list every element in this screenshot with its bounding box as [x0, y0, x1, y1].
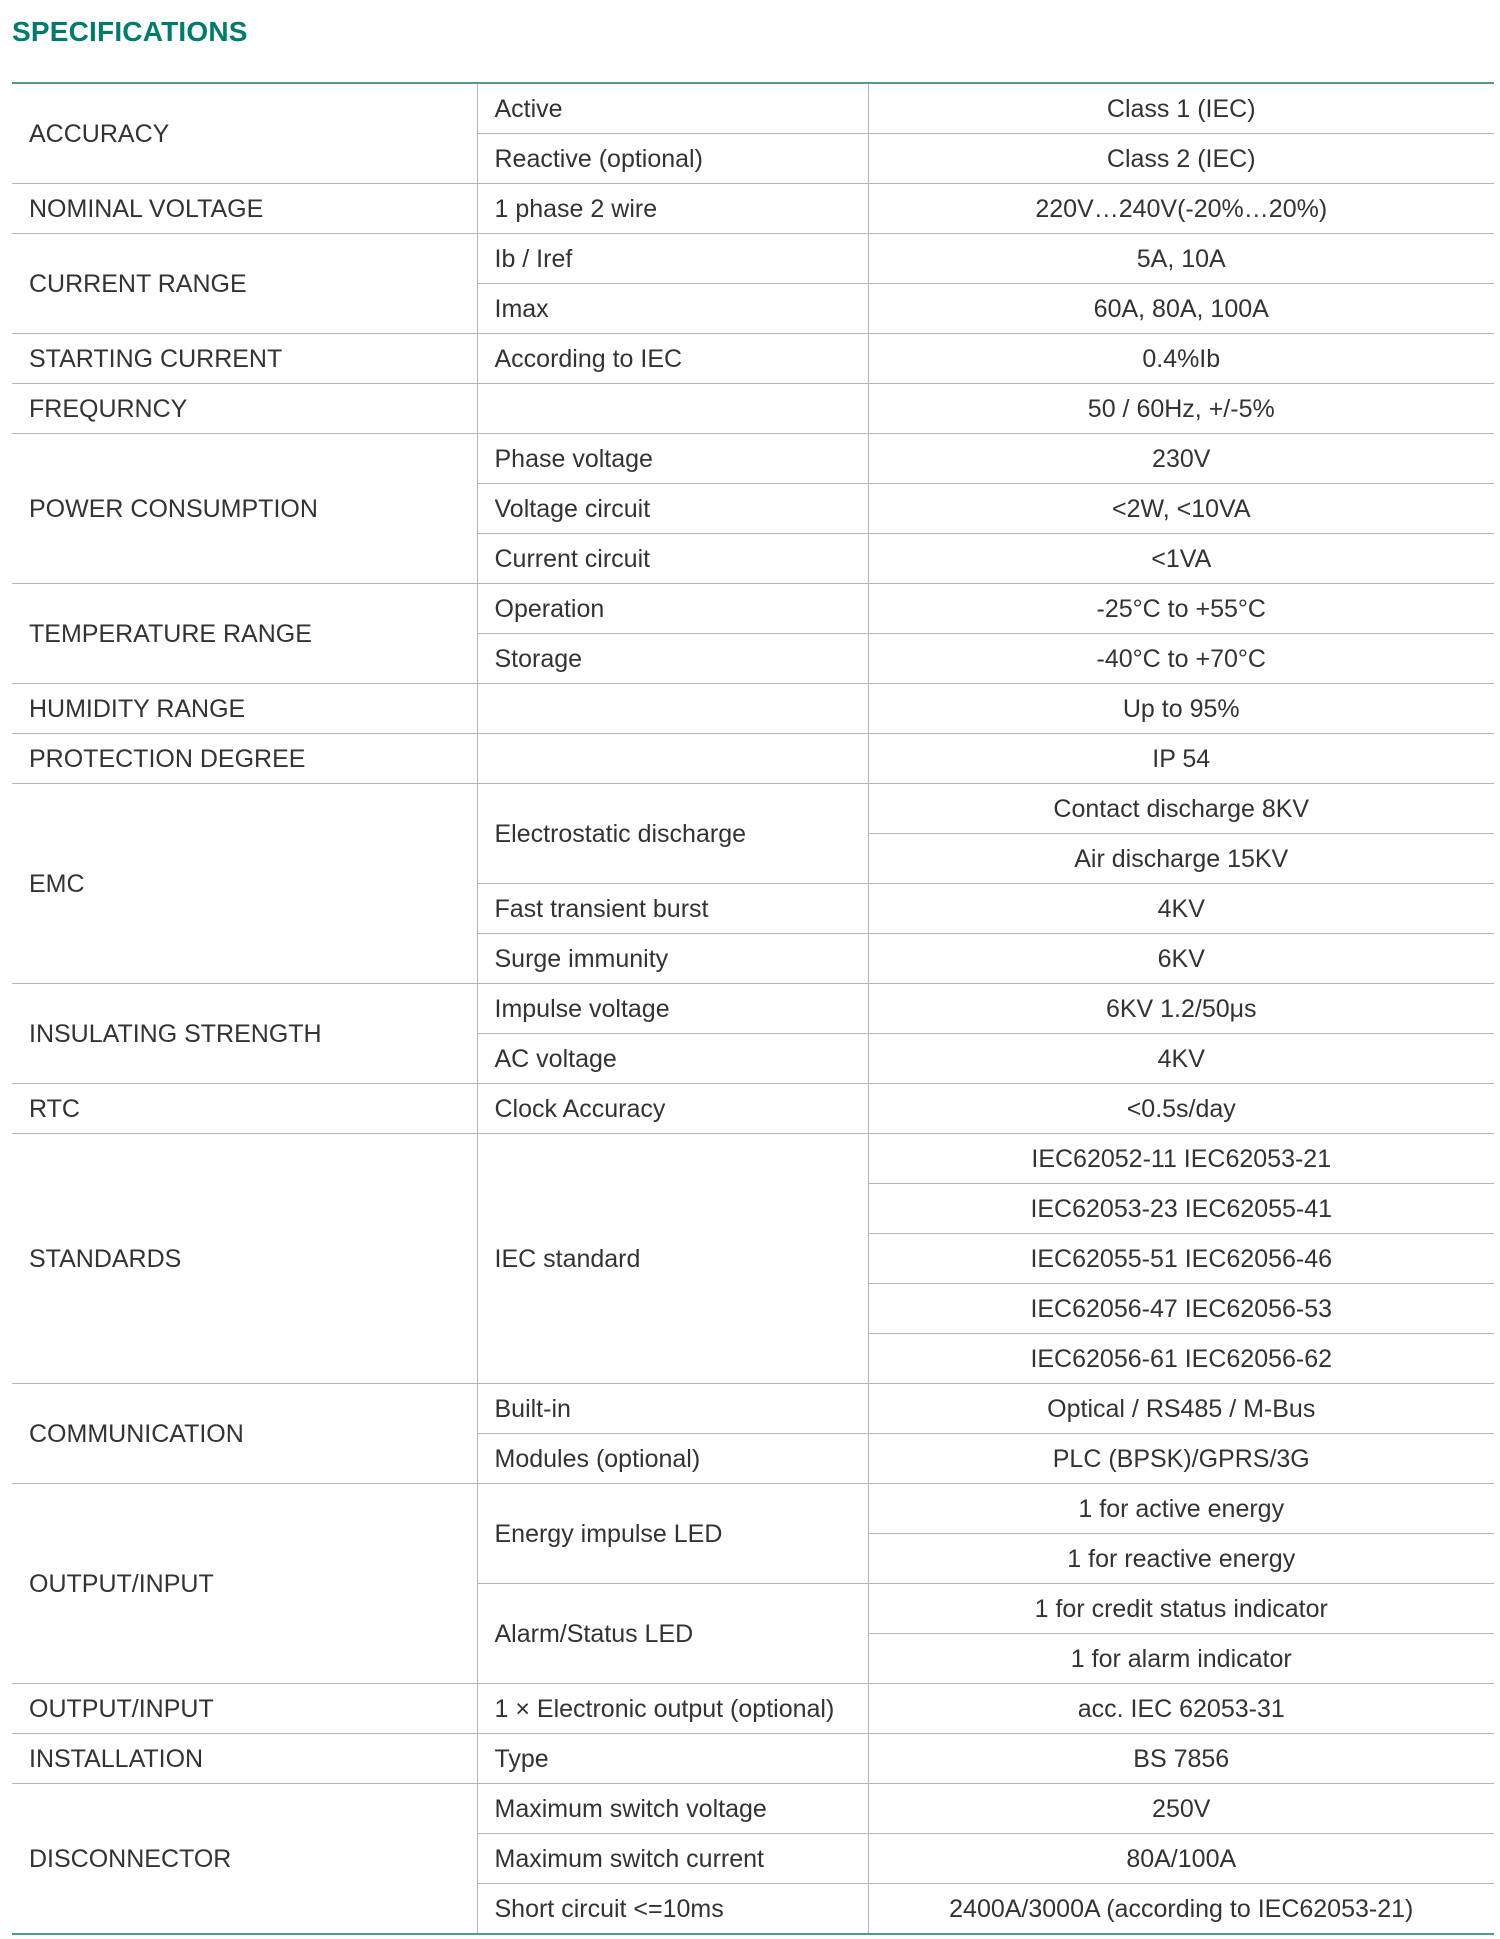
value-cell: <0.5s/day [868, 1084, 1494, 1134]
value-cell: 1 for credit status indicator [868, 1584, 1494, 1634]
value-cell: 6KV [868, 934, 1494, 984]
table-row [12, 1134, 1494, 1184]
value-cell: 4KV [868, 1034, 1494, 1084]
value-cell: 230V [868, 434, 1494, 484]
category-cell: OUTPUT/INPUT [12, 1684, 477, 1734]
category-cell: INSTALLATION [12, 1734, 477, 1784]
value-cell: 1 for reactive energy [868, 1534, 1494, 1584]
table-row [12, 434, 1494, 484]
category-cell: FREQURNCY [12, 384, 477, 434]
value-cell: -25°C to +55°C [868, 584, 1494, 634]
value-cell: IEC62056-61 IEC62056-62 [868, 1334, 1494, 1384]
value-cell: 50 / 60Hz, +/-5% [868, 384, 1494, 434]
parameter-cell: AC voltage [477, 1034, 868, 1084]
parameter-cell: Maximum switch voltage [477, 1784, 868, 1834]
table-row [12, 83, 1494, 134]
table-row [12, 1484, 1494, 1534]
value-cell: Up to 95% [868, 684, 1494, 734]
parameter-cell: Clock Accuracy [477, 1084, 868, 1134]
value-cell: <1VA [868, 534, 1494, 584]
parameter-cell: Short circuit <=10ms [477, 1884, 868, 1935]
parameter-cell: Storage [477, 634, 868, 684]
parameter-cell: Phase voltage [477, 434, 868, 484]
value-cell: 220V…240V(-20%…20%) [868, 184, 1494, 234]
value-cell: 0.4%Ib [868, 334, 1494, 384]
value-cell: Optical / RS485 / M-Bus [868, 1384, 1494, 1434]
parameter-cell: Active [477, 83, 868, 134]
parameter-cell: 1 × Electronic output (optional) [477, 1684, 868, 1734]
parameter-cell: Type [477, 1734, 868, 1784]
parameter-cell: 1 phase 2 wire [477, 184, 868, 234]
category-cell: HUMIDITY RANGE [12, 684, 477, 734]
category-cell: ACCURACY [12, 83, 477, 184]
value-cell: 250V [868, 1784, 1494, 1834]
table-row [12, 1084, 1494, 1134]
category-cell: OUTPUT/INPUT [12, 1484, 477, 1684]
value-cell: 1 for alarm indicator [868, 1634, 1494, 1684]
specifications-table-body [12, 83, 1494, 1934]
value-cell: Class 2 (IEC) [868, 134, 1494, 184]
parameter-cell: Energy impulse LED [477, 1484, 868, 1584]
value-cell: 5A, 10A [868, 234, 1494, 284]
value-cell: acc. IEC 62053-31 [868, 1684, 1494, 1734]
value-cell: IP 54 [868, 734, 1494, 784]
parameter-cell [477, 384, 868, 434]
table-row [12, 584, 1494, 634]
category-cell: STANDARDS [12, 1134, 477, 1384]
table-row [12, 334, 1494, 384]
parameter-cell: According to IEC [477, 334, 868, 384]
value-cell: 80A/100A [868, 1834, 1494, 1884]
table-row [12, 384, 1494, 434]
value-cell: -40°C to +70°C [868, 634, 1494, 684]
value-cell: 4KV [868, 884, 1494, 934]
category-cell: PROTECTION DEGREE [12, 734, 477, 784]
parameter-cell: Ib / Iref [477, 234, 868, 284]
value-cell: 2400A/3000A (according to IEC62053-21) [868, 1884, 1494, 1935]
value-cell: IEC62055-51 IEC62056-46 [868, 1234, 1494, 1284]
value-cell: Class 1 (IEC) [868, 83, 1494, 134]
value-cell: Contact discharge 8KV [868, 784, 1494, 834]
parameter-cell: Surge immunity [477, 934, 868, 984]
specifications-table [12, 82, 1494, 1935]
parameter-cell [477, 734, 868, 784]
parameter-cell: Electrostatic discharge [477, 784, 868, 884]
parameter-cell: Voltage circuit [477, 484, 868, 534]
parameter-cell: Modules (optional) [477, 1434, 868, 1484]
table-row [12, 1784, 1494, 1834]
category-cell: EMC [12, 784, 477, 984]
value-cell: PLC (BPSK)/GPRS/3G [868, 1434, 1494, 1484]
parameter-cell: Alarm/Status LED [477, 1584, 868, 1684]
value-cell: IEC62052-11 IEC62053-21 [868, 1134, 1494, 1184]
parameter-cell: Built-in [477, 1384, 868, 1434]
value-cell: BS 7856 [868, 1734, 1494, 1784]
value-cell: <2W, <10VA [868, 484, 1494, 534]
parameter-cell: Impulse voltage [477, 984, 868, 1034]
parameter-cell: Maximum switch current [477, 1834, 868, 1884]
value-cell: 60A, 80A, 100A [868, 284, 1494, 334]
category-cell: RTC [12, 1084, 477, 1134]
category-cell: CURRENT RANGE [12, 234, 477, 334]
category-cell: COMMUNICATION [12, 1384, 477, 1484]
table-row [12, 1684, 1494, 1734]
category-cell: STARTING CURRENT [12, 334, 477, 384]
table-row [12, 984, 1494, 1034]
value-cell: IEC62056-47 IEC62056-53 [868, 1284, 1494, 1334]
table-row [12, 1384, 1494, 1434]
value-cell: 6KV 1.2/50μs [868, 984, 1494, 1034]
parameter-cell: Current circuit [477, 534, 868, 584]
category-cell: INSULATING STRENGTH [12, 984, 477, 1084]
parameter-cell: Reactive (optional) [477, 134, 868, 184]
table-row [12, 734, 1494, 784]
value-cell: 1 for active energy [868, 1484, 1494, 1534]
table-row [12, 684, 1494, 734]
value-cell: IEC62053-23 IEC62055-41 [868, 1184, 1494, 1234]
parameter-cell: Fast transient burst [477, 884, 868, 934]
parameter-cell: IEC standard [477, 1134, 868, 1384]
table-row [12, 184, 1494, 234]
category-cell: POWER CONSUMPTION [12, 434, 477, 584]
table-row [12, 234, 1494, 284]
table-row [12, 1734, 1494, 1784]
parameter-cell [477, 684, 868, 734]
category-cell: TEMPERATURE RANGE [12, 584, 477, 684]
page-title: SPECIFICATIONS [12, 16, 248, 47]
category-cell: NOMINAL VOLTAGE [12, 184, 477, 234]
value-cell: Air discharge 15KV [868, 834, 1494, 884]
parameter-cell: Operation [477, 584, 868, 634]
table-row [12, 784, 1494, 834]
category-cell: DISCONNECTOR [12, 1784, 477, 1935]
parameter-cell: Imax [477, 284, 868, 334]
